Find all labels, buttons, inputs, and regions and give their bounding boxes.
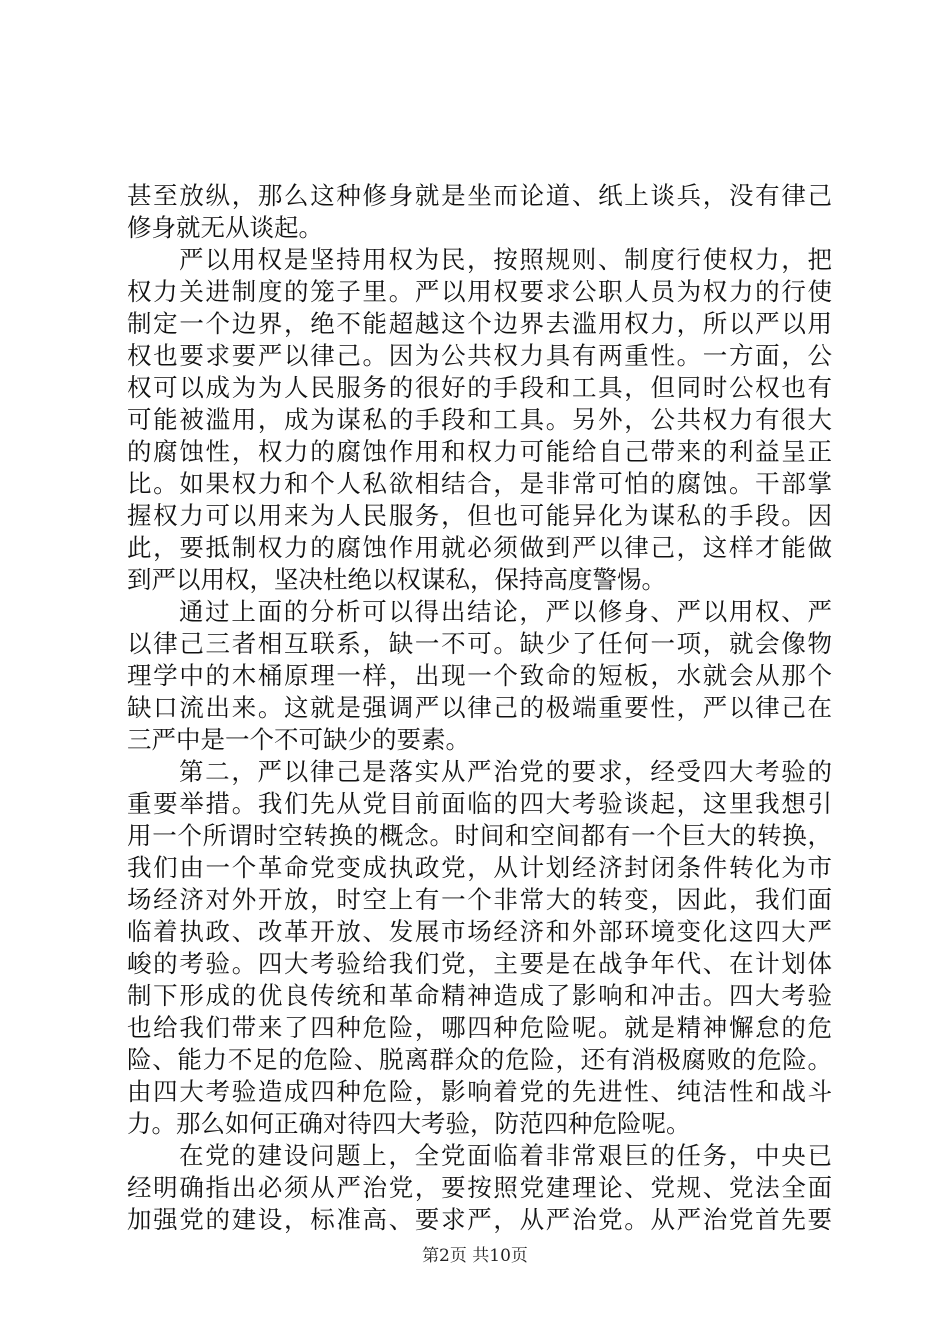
- text-line: 由四大考验造成四种危险，影响着党的先进性、纯洁性和战斗: [127, 1077, 832, 1106]
- text-line: 临着执政、改革开放、发展市场经济和外部环境变化这四大严: [127, 917, 832, 946]
- text-line: 修身就无从谈起。: [127, 213, 323, 242]
- text-line: 缺口流出来。这就是强调严以律己的极端重要性，严以律己在: [127, 693, 832, 722]
- text-line: 比。如果权力和个人私欲相结合，是非常可怕的腐蚀。干部掌: [127, 469, 832, 498]
- page-footer: 第2页 共10页: [422, 1246, 528, 1266]
- text-line: 也给我们带来了四种危险，哪四种危险呢。就是精神懈怠的危: [127, 1013, 832, 1042]
- text-line: 理学中的木桶原理一样，出现一个致命的短板，水就会从那个: [127, 661, 832, 690]
- text-line: 加强党的建设，标准高、要求严，从严治党。从严治党首先要: [127, 1205, 832, 1234]
- text-line: 可能被滥用，成为谋私的手段和工具。另外，公共权力有很大: [127, 405, 832, 434]
- text-line: 重要举措。我们先从党目前面临的四大考验谈起，这里我想引: [127, 789, 832, 818]
- paragraph-first-line: 严以用权是坚持用权为民，按照规则、制度行使权力，把: [179, 245, 832, 274]
- text-line: 经明确指出必须从严治党，要按照党建理论、党规、党法全面: [127, 1173, 832, 1202]
- text-line: 用一个所谓时空转换的概念。时间和空间都有一个巨大的转换，: [127, 821, 832, 850]
- text-line: 的腐蚀性，权力的腐蚀作用和权力可能给自己带来的利益呈正: [127, 437, 832, 466]
- text-line: 制下形成的优良传统和革命精神造成了影响和冲击。四大考验: [127, 981, 832, 1010]
- text-line: 险、能力不足的危险、脱离群众的危险，还有消极腐败的危险。: [127, 1045, 832, 1074]
- text-line: 三严中是一个不可缺少的要素。: [127, 725, 470, 754]
- paragraph-first-line: 在党的建设问题上，全党面临着非常艰巨的任务，中央已: [179, 1141, 832, 1170]
- text-line: 到严以用权，坚决杜绝以权谋私，保持高度警惕。: [127, 565, 666, 594]
- text-line: 甚至放纵，那么这种修身就是坐而论道、纸上谈兵，没有律己: [127, 181, 832, 210]
- text-line: 权可以成为为人民服务的很好的手段和工具，但同时公权也有: [127, 373, 832, 402]
- text-line: 以律己三者相互联系，缺一不可。缺少了任何一项，就会像物: [127, 629, 832, 658]
- text-line: 场经济对外开放，时空上有一个非常大的转变，因此，我们面: [127, 885, 832, 914]
- paragraph-first-line: 通过上面的分析可以得出结论，严以修身、严以用权、严: [179, 597, 832, 626]
- text-line: 握权力可以用来为人民服务，但也可能异化为谋私的手段。因: [127, 501, 832, 530]
- text-line: 权力关进制度的笼子里。严以用权要求公职人员为权力的行使: [127, 277, 832, 306]
- text-line: 峻的考验。四大考验给我们党，主要是在战争年代、在计划体: [127, 949, 832, 978]
- paragraph-first-line: 第二，严以律己是落实从严治党的要求，经受四大考验的: [179, 757, 832, 786]
- text-line: 此，要抵制权力的腐蚀作用就必须做到严以律己，这样才能做: [127, 533, 832, 562]
- text-line: 我们由一个革命党变成执政党，从计划经济封闭条件转化为市: [127, 853, 832, 882]
- text-line: 制定一个边界，绝不能超越这个边界去滥用权力，所以严以用: [127, 309, 832, 338]
- text-line: 力。那么如何正确对待四大考验，防范四种危险呢。: [127, 1109, 691, 1138]
- text-line: 权也要求要严以律己。因为公共权力具有两重性。一方面，公: [127, 341, 832, 370]
